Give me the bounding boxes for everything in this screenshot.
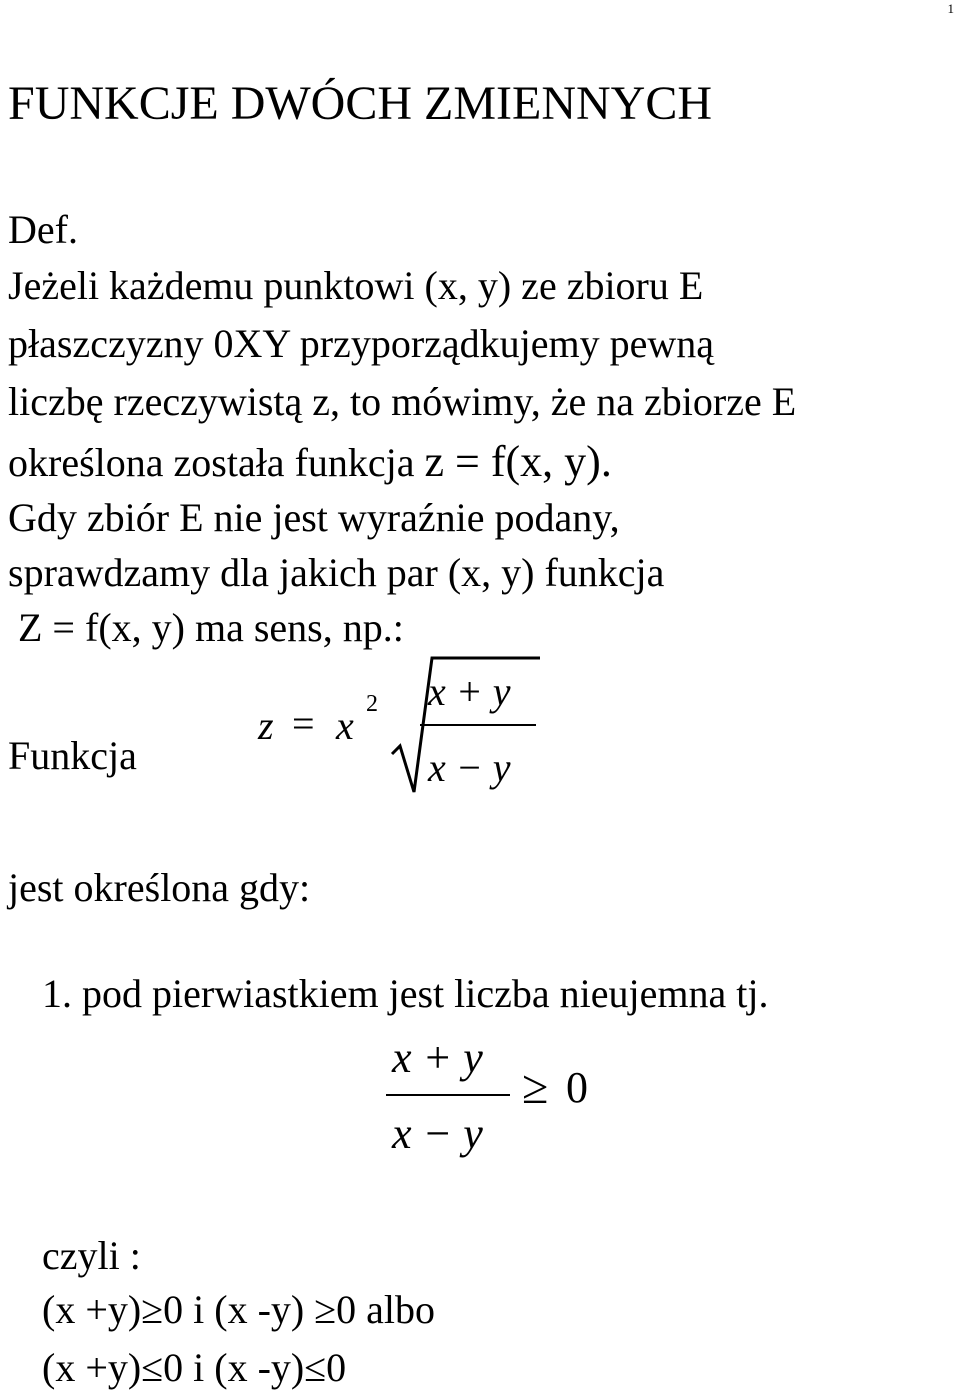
definition-line-4 bbox=[8, 437, 612, 486]
condition-1: 1. pod pierwiastkiem jest liczba nieujemna tj. bbox=[42, 971, 769, 1016]
formula1-lhs: z bbox=[258, 703, 274, 748]
formula2-fraction-bar bbox=[386, 1094, 510, 1096]
domain-line-2: sprawdzamy dla jakich par (x, y) funkcja bbox=[8, 550, 665, 595]
definition-line-2: płaszczyzny 0XY przyporządkujemy pewną bbox=[8, 321, 715, 366]
formula1-base: x bbox=[336, 703, 354, 748]
czyli-label: czyli : bbox=[42, 1233, 141, 1278]
formula1-eq: = bbox=[292, 701, 315, 746]
formula2-rhs: 0 bbox=[566, 1063, 588, 1112]
defined-when: jest określona gdy: bbox=[8, 865, 311, 910]
formula1-fraction-bar bbox=[420, 724, 536, 726]
formula2-relation: ≥ bbox=[522, 1061, 549, 1114]
formula1-denominator: x − y bbox=[428, 745, 511, 790]
case-line-2: (x +y)≤0 i (x -y)≤0 bbox=[42, 1345, 347, 1390]
definition-line-1: Jeżeli każdemu punktowi (x, y) ze zbioru E bbox=[8, 263, 704, 308]
case-line-1: (x +y)≥0 i (x -y) ≥0 albo bbox=[42, 1287, 436, 1332]
formula1-numerator: x + y bbox=[428, 669, 511, 714]
domain-line-3: Z = f(x, y) ma sens, np.: bbox=[18, 605, 404, 650]
page-number: 1 bbox=[947, 1, 954, 16]
domain-line-1: Gdy zbiór E nie jest wyraźnie podany, bbox=[8, 495, 620, 540]
formula2-denominator: x − y bbox=[392, 1109, 483, 1158]
def-label: Def. bbox=[8, 207, 78, 252]
def-formula: z = f(x, y). bbox=[424, 437, 612, 486]
function-label: Funkcja bbox=[8, 733, 137, 778]
formula1-exponent: 2 bbox=[366, 691, 378, 717]
definition-line-3: liczbę rzeczywistą z, to mówimy, że na zbiorze E bbox=[8, 379, 797, 424]
page-title: FUNKCJE DWÓCH ZMIENNYCH bbox=[8, 77, 712, 130]
formula2-numerator: x + y bbox=[392, 1033, 483, 1082]
definition-line-4-text: określona została funkcja bbox=[8, 440, 415, 485]
